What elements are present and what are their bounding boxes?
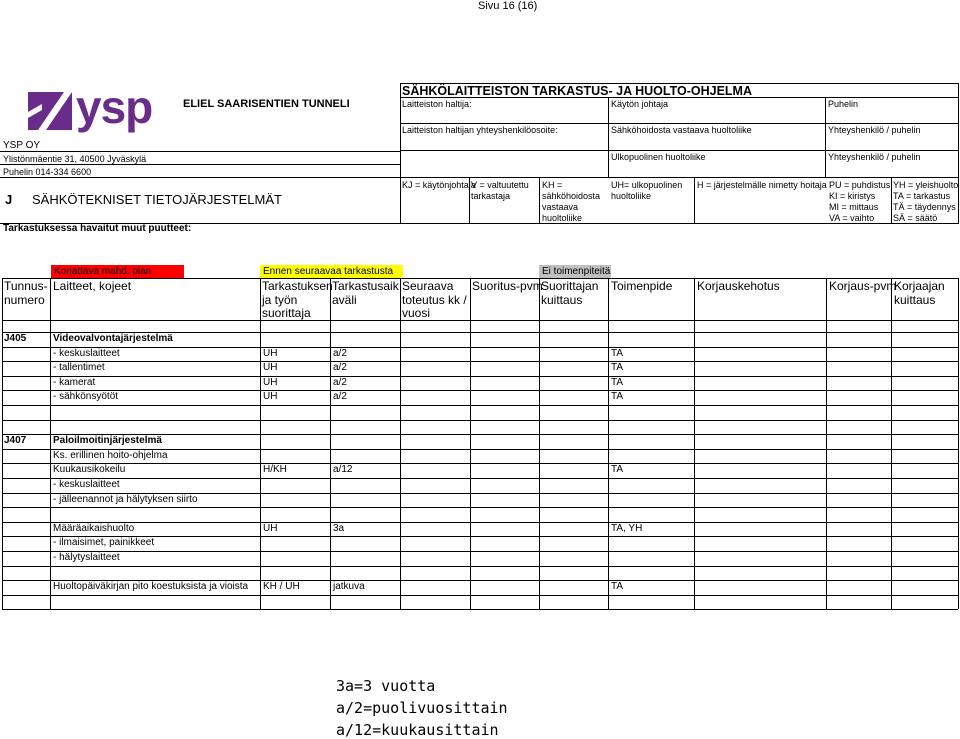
holder-label: Laitteiston haltija: — [402, 99, 472, 109]
row-device: Huoltopäiväkirjan pito koestuksista ja vioista — [53, 581, 249, 593]
row-id: J405 — [4, 333, 27, 344]
holder-contact-label: Laitteiston haltijan yhteyshenkilöosoite: — [402, 125, 558, 135]
col-korjaus-pvm: Korjaus-pvm — [829, 279, 897, 293]
row-interval: 3a — [333, 522, 345, 534]
col-tarkastuksen-1: Tarkastuksen — [262, 279, 333, 293]
legend-grey: Ei toimenpiteitä — [539, 265, 611, 278]
row-device: Videovalvontajärjestelmä — [53, 333, 173, 344]
row-performer: UH — [263, 522, 278, 534]
external-contact-label: Yhteyshenkilö / puhelin — [828, 152, 921, 162]
row-performer: UH — [263, 376, 278, 388]
row-interval: a/2 — [333, 391, 347, 403]
operator-label: Käytön johtaja — [611, 99, 669, 109]
abbr-v-2: tarkastaja — [471, 191, 511, 201]
abbr-kj: KJ = käytönjohtaja — [402, 180, 476, 190]
footnote-3a: 3a=3 vuotta — [336, 677, 436, 695]
row-device: - jälleenannot ja hälytyksen siirto — [53, 493, 198, 505]
row-action: TA — [611, 362, 624, 374]
findings-label: Tarkastuksessa havaitut muut puutteet: — [3, 223, 192, 234]
code-td: TÄ = täydennys — [893, 202, 956, 212]
row-id: J407 — [4, 435, 27, 447]
phone-label: Puhelin — [828, 99, 859, 109]
abbr-kh-4: huoltoliike — [542, 213, 583, 223]
abbr-kh-1: KH = — [542, 180, 563, 190]
row-device: Paloilmoitinjärjestelmä — [53, 435, 162, 447]
abbr-uh-1: UH= ulkopuolinen — [611, 180, 683, 190]
code-mi: MI = mittaus — [829, 202, 879, 212]
col-vali-2: aväli — [332, 293, 357, 307]
row-device: - kamerat — [53, 376, 96, 388]
row-interval: a/2 — [333, 376, 347, 388]
row-action: TA — [611, 376, 624, 388]
code-sa: SÄ = säätö — [893, 213, 938, 223]
company-phone: Puhelin 014-334 6600 — [3, 167, 92, 177]
row-performer: UH — [263, 362, 278, 374]
code-ki: KI = kiristys — [829, 191, 876, 201]
row-device: - tallentimet — [53, 362, 105, 374]
col-tarkastuksen-3: suorittaja — [262, 306, 311, 320]
abbr-h: H = järjestelmälle nimetty hoitaja — [697, 180, 827, 190]
col-tunnus-1: Tunnus- — [4, 279, 48, 293]
row-device: - sähkönsyötöt — [53, 391, 119, 403]
abbr-v-1: V = valtuutettu — [471, 180, 529, 190]
logo-wordmark: ysp — [76, 81, 153, 133]
company-name: YSP OY — [3, 140, 41, 151]
row-action: TA — [611, 581, 624, 593]
legend-red: Korjattava mahd. pian — [51, 265, 184, 278]
col-tarkastuksen-2: ja työn — [262, 293, 298, 307]
row-interval: jatkuva — [333, 581, 365, 593]
row-interval: a/2 — [333, 347, 347, 359]
col-vali-1: Tarkastusaik — [332, 279, 399, 293]
row-performer: KH / UH — [263, 581, 300, 593]
col-suoritus-pvm: Suoritus-pvm — [472, 279, 543, 293]
row-performer: UH — [263, 347, 278, 359]
col-seuraava-3: vuosi — [402, 306, 431, 320]
contact-phone-label: Yhteyshenkilö / puhelin — [828, 125, 921, 135]
col-laitteet: Laitteet, kojeet — [53, 279, 132, 293]
row-action: TA — [611, 464, 624, 476]
row-device: - keskuslaitteet — [53, 479, 120, 490]
row-device: Määräaikaishuolto — [53, 522, 135, 534]
row-performer: H/KH — [263, 464, 287, 476]
abbr-kh-2: sähköhoidosta — [542, 191, 601, 201]
footnote-a2: a/2=puolivuosittain — [336, 699, 508, 717]
col-suorittajan-2: kuittaus — [541, 293, 583, 307]
footnote-a12: a/12=kuukausittain — [336, 721, 499, 739]
row-device: Kuukausikokeilu — [53, 464, 126, 476]
code-ta: TA = tarkastus — [893, 191, 951, 201]
row-action: TA, YH — [611, 522, 643, 534]
company-address: Ylistönmäentie 31, 40500 Jyväskylä — [3, 154, 147, 164]
col-toimenpide: Toimenpide — [611, 279, 673, 293]
abbr-kh-3: vastaava — [542, 202, 579, 212]
col-tunnus-2: numero — [4, 293, 45, 307]
col-suorittajan-1: Suorittajan — [541, 279, 599, 293]
system-code: J — [5, 192, 13, 207]
row-performer: UH — [263, 391, 278, 403]
row-device: - ilmaisimet, painikkeet — [53, 537, 155, 549]
maintenance-company-label: Sähköhoidosta vastaava huoltoliike — [611, 125, 752, 135]
col-korjaajan-1: Korjaajan — [894, 279, 945, 293]
code-va: VA = vaihto — [829, 213, 875, 223]
col-seuraava-1: Seuraava — [402, 279, 454, 293]
code-yh: YH = yleishuolto — [893, 180, 959, 190]
row-device: - keskuslaitteet — [53, 347, 120, 359]
code-pu: PU = puhdistus — [829, 180, 891, 190]
form-title: SÄHKÖLAITTEISTON TARKASTUS- JA HUOLTO-OHJELMA — [402, 84, 752, 98]
col-korjauskehotus: Korjauskehotus — [697, 279, 780, 293]
external-company-label: Ulkopuolinen huoltoliike — [611, 152, 706, 162]
col-seuraava-2: toteutus kk / — [402, 293, 467, 307]
col-korjaajan-2: kuittaus — [894, 293, 936, 307]
row-device: Ks. erillinen hoito-ohjelma — [53, 449, 168, 461]
row-interval: a/2 — [333, 362, 347, 374]
project-name: ELIEL SAARISENTIEN TUNNELI — [183, 98, 350, 110]
abbr-uh-2: huoltoliike — [611, 191, 652, 201]
legend-yellow: Ennen seuraavaa tarkastusta — [260, 265, 403, 278]
row-action: TA — [611, 391, 624, 403]
row-interval: a/12 — [333, 464, 353, 476]
system-name: SÄHKÖTEKNISET TIETOJÄRJESTELMÄT — [32, 192, 282, 207]
row-device: - hälytyslaitteet — [53, 552, 120, 563]
page-number: Sivu 16 (16) — [478, 0, 538, 12]
row-action: TA — [611, 347, 624, 359]
